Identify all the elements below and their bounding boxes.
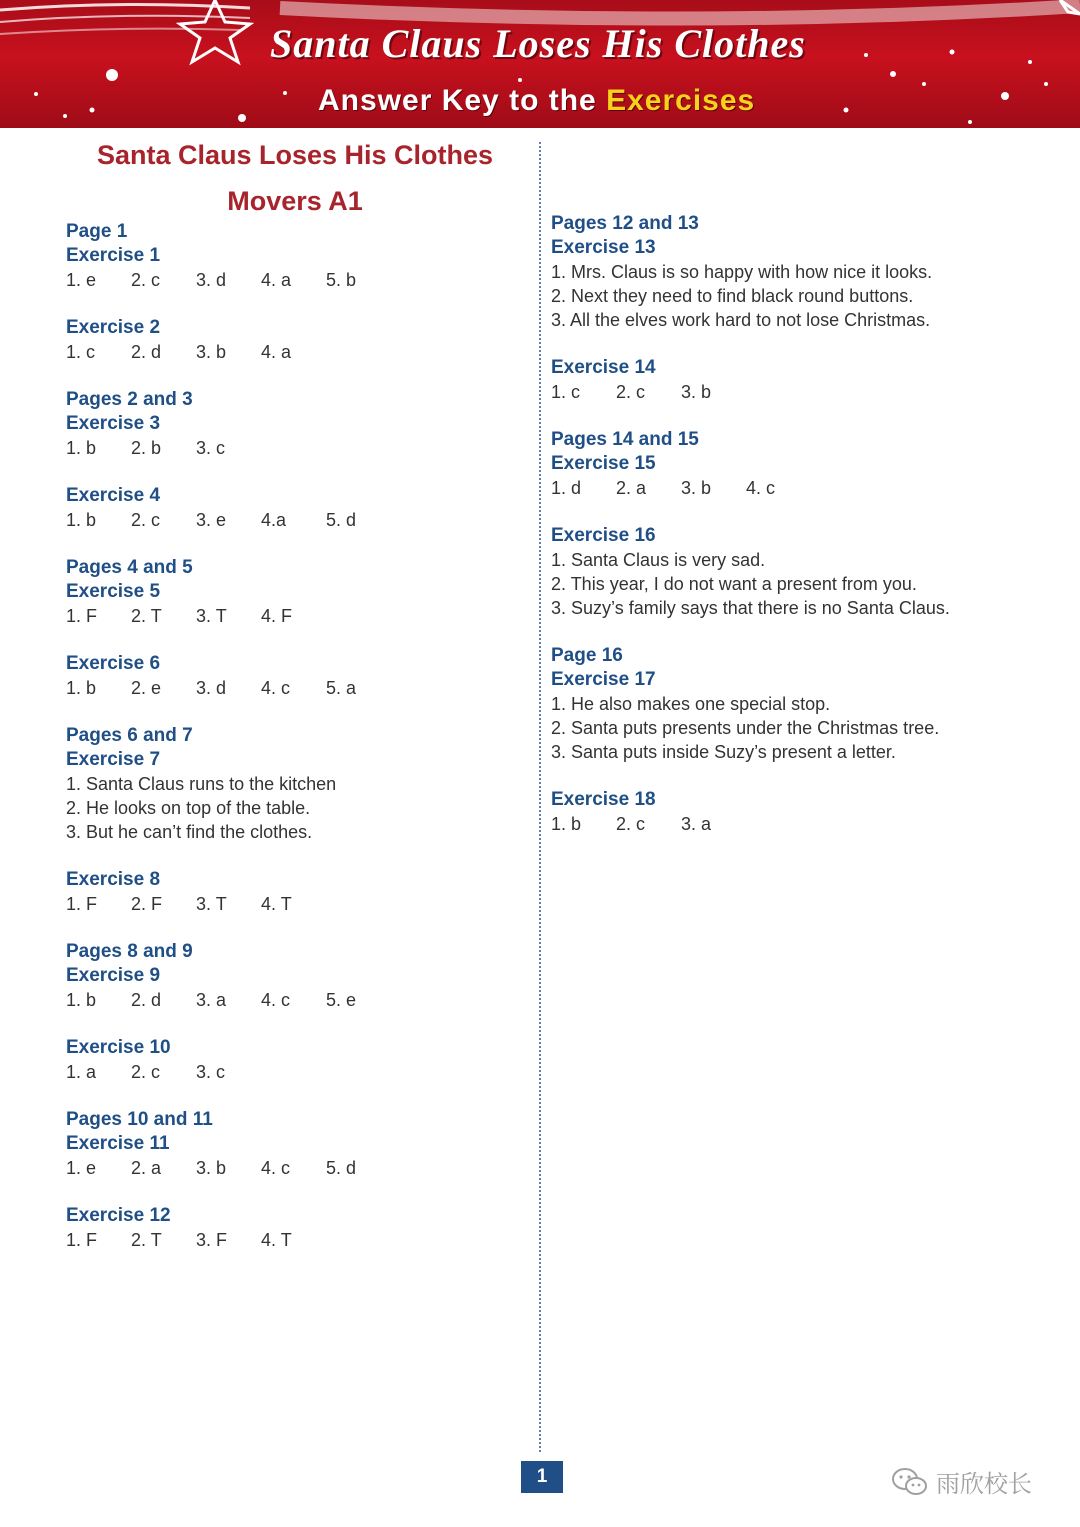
page-number: 1	[521, 1461, 563, 1493]
answer-item: 4. T	[261, 1230, 292, 1250]
exercise-section	[66, 1036, 526, 1084]
answer-item: 2. d	[131, 342, 162, 362]
answer-row	[66, 508, 526, 532]
answer-item: 3. b	[681, 382, 712, 402]
banner-subtitle-highlight: Exercises	[606, 84, 756, 117]
page-heading: Page 16	[551, 645, 623, 666]
page-heading: Pages 14 and 15	[551, 429, 699, 450]
answer-item: 1. F	[66, 894, 98, 914]
banner-subtitle	[318, 84, 755, 118]
exercise-heading: Exercise 11	[66, 1133, 170, 1154]
exercise-section	[66, 652, 526, 700]
answer-sentence: 1. He also makes one special stop.	[551, 694, 831, 714]
exercise-heading: Exercise 13	[551, 237, 656, 258]
wechat-icon	[890, 1466, 930, 1498]
exercise-section	[66, 724, 526, 844]
exercise-section	[66, 316, 526, 364]
answer-item: 2. c	[616, 382, 646, 402]
answer-sentence: 1. Mrs. Claus is so happy with how nice it looks.	[551, 262, 933, 282]
answer-item: 2. a	[131, 1158, 162, 1178]
exercise-section	[66, 1204, 526, 1252]
answer-item: 2. c	[131, 270, 161, 290]
answer-item: 3. a	[681, 814, 712, 834]
answer-item: 3. F	[196, 1230, 228, 1250]
column-divider	[539, 142, 541, 1452]
exercise-heading: Exercise 2	[66, 317, 161, 338]
exercise-heading: Exercise 14	[551, 357, 656, 378]
answer-row	[66, 268, 526, 292]
answer-item: 4. a	[261, 270, 292, 290]
answer-row	[66, 892, 526, 916]
exercise-heading: Exercise 12	[66, 1205, 171, 1226]
exercise-section	[551, 644, 1051, 764]
answer-sentence: 2. This year, I do not want a present from you.	[551, 574, 917, 594]
answer-row	[66, 340, 526, 364]
answer-item: 2. T	[131, 606, 162, 626]
banner-title: Santa Claus Loses His Clothes	[270, 21, 806, 66]
answer-item: 1. c	[66, 342, 96, 362]
answer-item: 4. a	[261, 342, 292, 362]
answer-item: 4. T	[261, 894, 292, 914]
answer-item: 5. d	[326, 510, 357, 530]
answer-item: 2. T	[131, 1230, 162, 1250]
right-column	[551, 212, 1051, 860]
exercise-section	[551, 212, 1051, 332]
answer-item: 1. b	[66, 678, 97, 698]
answer-item: 1. c	[551, 382, 581, 402]
answer-row	[66, 1060, 526, 1084]
answer-item: 1. e	[66, 270, 97, 290]
exercise-heading: Exercise 1	[66, 245, 161, 266]
answer-item: 3. b	[196, 1158, 227, 1178]
page-heading: Pages 12 and 13	[551, 213, 699, 234]
answer-row	[66, 676, 526, 700]
exercise-section	[66, 484, 526, 532]
answer-item: 2. e	[131, 678, 162, 698]
answer-item: 1. b	[66, 990, 97, 1010]
answer-item: 3. a	[196, 990, 227, 1010]
answer-row	[551, 476, 1051, 500]
answer-item: 3. b	[681, 478, 712, 498]
answer-item: 2. d	[131, 990, 162, 1010]
answer-item: 4. c	[746, 478, 776, 498]
page-heading: Page 1	[66, 221, 128, 242]
answer-item: 5. b	[326, 270, 357, 290]
answer-sentence: 3. But he can’t find the clothes.	[66, 822, 313, 842]
answer-item: 4. c	[261, 678, 291, 698]
exercise-heading: Exercise 15	[551, 453, 656, 474]
answer-item: 2. c	[616, 814, 646, 834]
answer-item: 3. T	[196, 894, 227, 914]
answer-row	[551, 380, 1051, 404]
exercise-heading: Exercise 16	[551, 525, 656, 546]
answer-item: 2. c	[131, 1062, 161, 1082]
answer-item: 4. F	[261, 606, 293, 626]
watermark-text: 雨欣校长	[936, 1471, 1032, 1498]
exercise-section	[551, 356, 1051, 404]
answer-item: 1. b	[66, 510, 97, 530]
answer-item: 1. e	[66, 1158, 97, 1178]
answer-row	[66, 1156, 526, 1180]
answer-item: 3. c	[196, 438, 226, 458]
answer-item: 1. F	[66, 1230, 98, 1250]
page-heading: Pages 10 and 11	[66, 1109, 213, 1130]
answer-item: 1. F	[66, 606, 98, 626]
page-heading: Pages 6 and 7	[66, 725, 193, 746]
page-heading: Pages 8 and 9	[66, 941, 193, 962]
answer-item: 1. d	[551, 478, 582, 498]
answer-item: 3. e	[196, 510, 227, 530]
left-column	[66, 220, 526, 1276]
answer-sentence: 2. He looks on top of the table.	[66, 798, 311, 818]
answer-item: 4. c	[261, 1158, 291, 1178]
answer-item: 5. e	[326, 990, 357, 1010]
exercise-heading: Exercise 4	[66, 485, 161, 506]
answer-sentence: 3. Santa puts inside Suzy’s present a letter.	[551, 742, 896, 762]
exercise-heading: Exercise 8	[66, 869, 161, 890]
exercise-heading: Exercise 10	[66, 1037, 171, 1058]
exercise-heading: Exercise 17	[551, 669, 656, 690]
answer-item: 1. b	[551, 814, 582, 834]
exercise-section	[66, 868, 526, 916]
banner-subtitle-main: Answer Key to the	[318, 84, 597, 117]
answer-sentence: 2. Next they need to find black round buttons.	[551, 286, 914, 306]
answer-item: 4.a	[261, 510, 287, 530]
document-level: Movers A1	[227, 186, 363, 216]
answer-sentence: 1. Santa Claus runs to the kitchen	[66, 774, 337, 794]
exercise-heading: Exercise 18	[551, 789, 656, 810]
answer-item: 5. d	[326, 1158, 357, 1178]
answer-row	[551, 812, 1051, 836]
page-heading: Pages 4 and 5	[66, 557, 193, 578]
answer-sentence: 3. All the elves work hard to not lose Christmas.	[551, 310, 931, 330]
answer-sentence: 3. Suzy’s family says that there is no Santa Claus.	[551, 598, 950, 618]
exercise-section	[66, 940, 526, 1012]
answer-item: 3. d	[196, 270, 227, 290]
answer-item: 2. c	[131, 510, 161, 530]
watermark	[890, 1464, 1032, 1499]
answer-item: 4. c	[261, 990, 291, 1010]
answer-item: 2. a	[616, 478, 647, 498]
exercise-section	[66, 220, 526, 292]
answer-row	[66, 1228, 526, 1252]
header-banner	[0, 0, 1080, 128]
exercise-section	[66, 388, 526, 460]
answer-item: 1. b	[66, 438, 97, 458]
answer-item: 3. b	[196, 342, 227, 362]
exercise-section	[551, 788, 1051, 836]
exercise-heading: Exercise 9	[66, 965, 161, 986]
answer-sentence: 2. Santa puts presents under the Christmas tree.	[551, 718, 940, 738]
answer-row	[66, 988, 526, 1012]
answer-sentence: 1. Santa Claus is very sad.	[551, 550, 766, 570]
answer-item: 3. c	[196, 1062, 226, 1082]
page-heading: Pages 2 and 3	[66, 389, 193, 410]
document-title: Santa Claus Loses His Clothes	[96, 140, 494, 170]
exercise-heading: Exercise 7	[66, 749, 161, 770]
answer-item: 3. T	[196, 606, 227, 626]
exercise-section	[551, 524, 1051, 620]
exercise-section	[551, 428, 1051, 500]
exercise-heading: Exercise 3	[66, 413, 161, 434]
answer-item: 2. F	[131, 894, 163, 914]
star-icon	[180, 0, 250, 62]
answer-item: 1. a	[66, 1062, 97, 1082]
exercise-section	[66, 1108, 526, 1180]
answer-item: 2. b	[131, 438, 162, 458]
exercise-heading: Exercise 5	[66, 581, 161, 602]
exercise-section	[66, 556, 526, 628]
exercise-heading: Exercise 6	[66, 653, 161, 674]
answer-row	[66, 604, 526, 628]
answer-item: 3. d	[196, 678, 227, 698]
answer-item: 5. a	[326, 678, 357, 698]
answer-row	[66, 436, 526, 460]
